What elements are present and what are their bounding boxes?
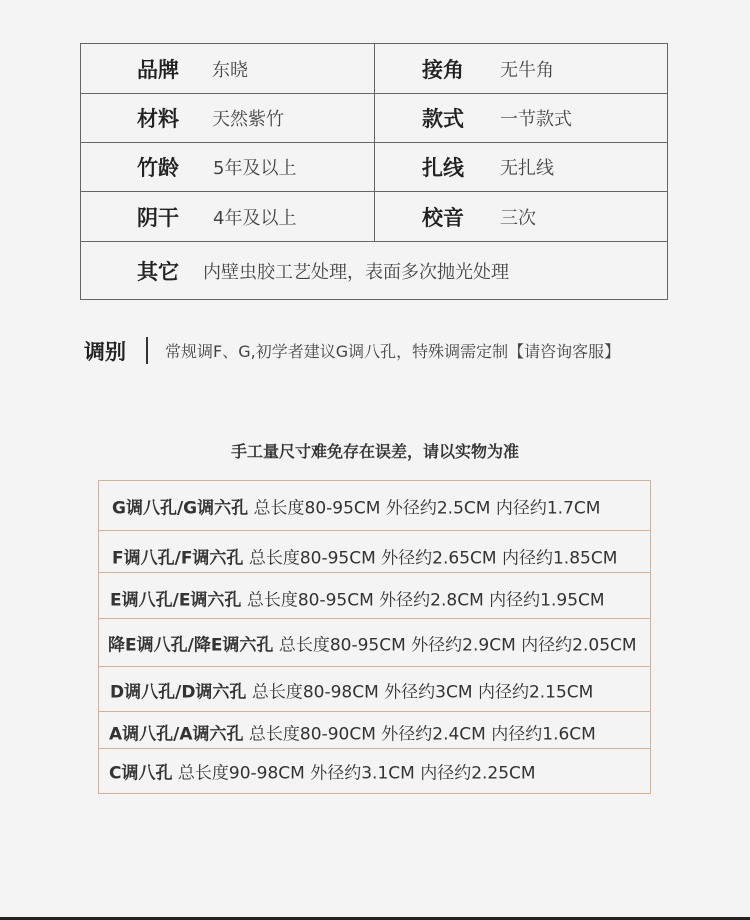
spec-value: 无扎线 <box>500 158 554 179</box>
size-line <box>112 493 600 518</box>
size-line <box>110 585 605 610</box>
spec-value: 一节款式 <box>500 109 572 130</box>
size-line <box>110 677 593 702</box>
size-model: A调八孔/A调六孔 <box>109 724 244 745</box>
size-spec: 总长度80-90CM 外径约2.4CM 内径约1.6CM <box>243 724 596 745</box>
spec-row-brand <box>81 44 667 94</box>
size-row <box>99 531 650 573</box>
size-line <box>108 630 637 655</box>
size-spec: 总长度80-95CM 外径约2.9CM 内径约2.05CM <box>273 635 637 655</box>
size-spec: 总长度80-95CM 外径约2.5CM 内径约1.7CM <box>248 498 601 518</box>
size-row <box>99 619 650 667</box>
size-row <box>99 481 650 531</box>
spec-cell <box>375 44 667 93</box>
spec-cell <box>375 94 667 142</box>
size-row <box>99 573 650 619</box>
spec-cell <box>81 242 667 299</box>
spec-label: 款式 <box>422 106 464 131</box>
size-line <box>109 719 596 744</box>
size-line <box>109 759 536 784</box>
spec-table <box>80 43 668 300</box>
spec-cell <box>81 44 375 93</box>
spec-value: 东晓 <box>212 59 248 81</box>
spec-label: 校音 <box>422 204 464 230</box>
spec-row-drying <box>81 192 667 242</box>
tuning-label: 调别 <box>84 339 126 364</box>
tuning-line <box>84 336 724 366</box>
size-model: G调八孔/G调六孔 <box>112 498 249 518</box>
spec-value: 天然紫竹 <box>212 109 284 130</box>
spec-label: 其它 <box>137 258 179 284</box>
size-row <box>99 749 650 793</box>
spec-label: 品牌 <box>137 56 179 82</box>
spec-value: 内壁虫胶工艺处理，表面多次抛光处理 <box>203 261 509 283</box>
divider <box>146 337 148 364</box>
size-model: C调八孔 <box>109 763 173 784</box>
size-spec: 总长度90-98CM 外径约3.1CM 内径约2.25CM <box>172 763 536 784</box>
size-row <box>99 712 650 749</box>
spec-value: 4年及以上 <box>213 207 297 229</box>
spec-label: 材料 <box>137 106 179 131</box>
spec-row-material <box>81 94 667 143</box>
size-model: F调八孔/F调六孔 <box>112 548 244 569</box>
spec-label: 扎线 <box>422 155 464 180</box>
size-model: D调八孔/D调六孔 <box>110 682 247 703</box>
spec-cell <box>81 143 375 191</box>
spec-label: 阴干 <box>137 204 179 230</box>
spec-row-age <box>81 143 667 192</box>
size-spec: 总长度80-95CM 外径约2.65CM 内径约1.85CM <box>243 548 618 569</box>
spec-row-other <box>81 242 667 299</box>
size-spec: 总长度80-95CM 外径约2.8CM 内径约1.95CM <box>241 590 605 611</box>
spec-label: 竹龄 <box>137 155 179 180</box>
tuning-text: 常规调F、G,初学者建议G调八孔，特殊调需定制【请咨询客服】 <box>165 342 621 361</box>
spec-cell <box>375 192 667 241</box>
size-spec: 总长度80-98CM 外径约3CM 内径约2.15CM <box>246 682 594 703</box>
spec-cell <box>81 192 375 241</box>
size-row <box>99 667 650 712</box>
size-note: 手工量尺寸难免存在误差，请以实物为准 <box>230 442 519 461</box>
spec-value: 三次 <box>500 207 536 229</box>
spec-value: 5年及以上 <box>213 158 297 179</box>
spec-cell <box>81 94 375 142</box>
size-model: 降E调八孔/降E调六孔 <box>108 635 274 655</box>
size-table <box>98 480 651 794</box>
spec-cell <box>375 143 667 191</box>
spec-label: 接角 <box>422 56 464 82</box>
size-line <box>112 544 617 569</box>
spec-value: 无牛角 <box>500 59 554 81</box>
size-model: E调八孔/E调六孔 <box>110 590 242 611</box>
